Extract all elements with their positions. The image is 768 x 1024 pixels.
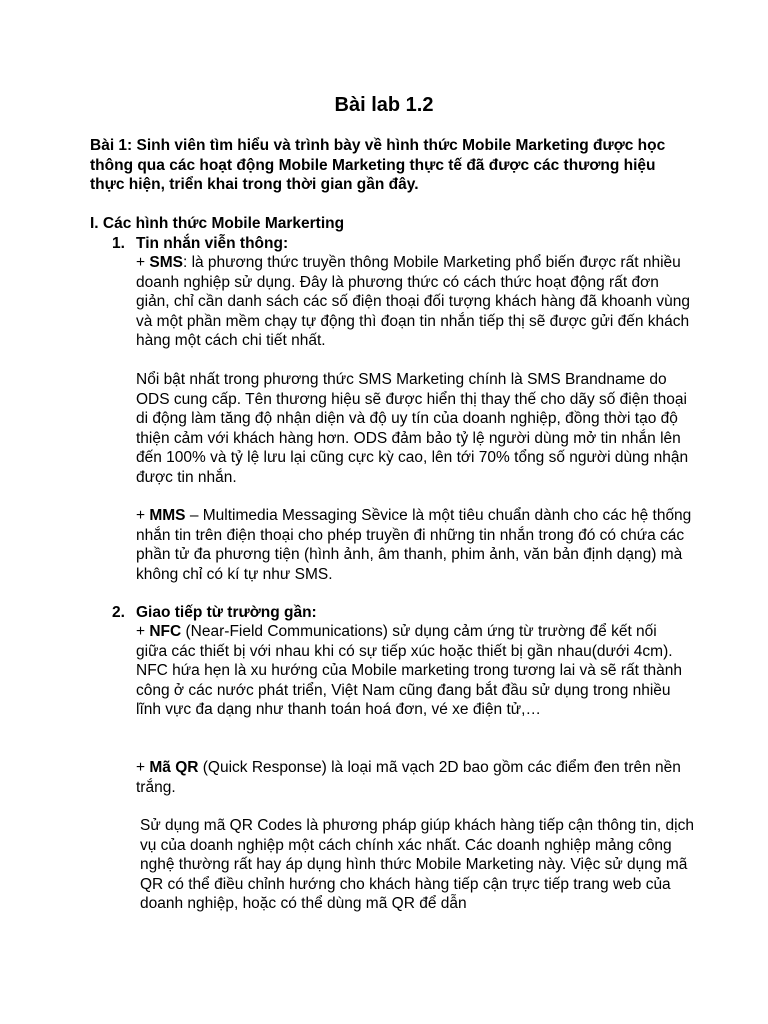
list-number-2: 2. — [112, 604, 125, 621]
paragraph-mms — [136, 506, 692, 584]
bullet-prefix: + — [136, 623, 150, 640]
nfc-description: (Near-Field Communications) sử dụng cảm ứng từ trường để kết nối giữa các thiết bị với nhau khi có sự tiếp xúc hoặc thiết bị gần nhau(dưới 4cm). NFC hứa hẹn là xu hướng của Mobile marketing trong tương lai và sẽ rất thành công ở các nước phát triển, Việt Nam cũng đang bắt đầu sử dụng trong nhiều lĩnh vực đa dạng như thanh toán hoá đơn, vé xe điện tử,… — [136, 623, 683, 718]
list-title-near-field: Giao tiếp từ trường gần: — [136, 604, 317, 621]
section-heading: I. Các hình thức Mobile Markerting — [90, 215, 345, 232]
sms-description: : là phương thức truyền thông Mobile Marketing phổ biến được rất nhiều doanh nghiệp sử dụng. Đây là phương thức có cách thức hoạt động rất đơn giản, chỉ cần danh sách các số điện thoại đối tượng khách hàng đã khoanh vùng và một phần mềm chạy tự động thì đoạn tin nhắn tiếp thị sẽ được gửi đến khách hàng một cách chi tiết nhất. — [136, 254, 690, 349]
term-sms: SMS — [149, 254, 183, 271]
document-title: Bài lab 1.2 — [334, 94, 434, 116]
mms-description: – Multimedia Messaging Sềvice là một tiêu chuẩn dành cho các hệ thống nhắn tin trên điện thoại cho phép truyền đi những tin nhắn trong đó có chứa các phần tử đa phương tiện (hình ảnh, âm thanh, phim ảnh, văn bản định dạng) mà không chỉ có kí tự như SMS. — [136, 507, 692, 583]
qr-description: (Quick Response) là loại mã vạch 2D bao gồm các điểm đen trên nền trắng. — [136, 759, 681, 796]
term-mms: MMS — [149, 507, 186, 524]
term-qr: Mã QR — [149, 759, 199, 776]
paragraph-qr — [136, 758, 692, 797]
paragraph-nfc — [136, 622, 692, 720]
paragraph-qr-usage: Sử dụng mã QR Codes là phương pháp giúp khách hàng tiếp cận thông tin, dịch vụ của doanh nghiệp một cách chính xác nhất. Các doanh nghiệp mảng công nghệ thường rất hay áp dụng hình thức Mobile Marketing này. Việc sử dụng mã QR có thể điều chỉnh hướng cho khách hàng tiếp cận trực tiếp trang web của doanh nghiệp, hoặc có thể dùng mã QR để dẫn — [140, 817, 694, 912]
bullet-prefix: + — [136, 507, 150, 524]
list-number-1: 1. — [112, 235, 125, 252]
term-nfc: NFC — [149, 623, 182, 640]
bullet-prefix: + — [136, 254, 150, 271]
exercise-prompt: Bài 1: Sinh viên tìm hiểu và trình bày về hình thức Mobile Marketing được học thông qua các hoạt động Mobile Marketing thực tế đã được các thương hiệu thực hiện, triển khai trong thời gian gần đây. — [90, 137, 666, 193]
list-title-telecom-messaging: Tin nhắn viễn thông: — [136, 235, 289, 252]
paragraph-sms-brandname: Nổi bật nhất trong phương thức SMS Marketing chính là SMS Brandname do ODS cung cấp. Tên thương hiệu sẽ được hiển thị thay thế cho dãy số điện thoại di động làm tăng độ nhận diện và độ uy tín của doanh nghiệp, đồng thời tạo độ thiện cảm với khách hàng hơn. ODS đảm bảo tỷ lệ người dùng mở tin nhắn lên đến 100% và tỷ lệ lưu lại cũng cực kỳ cao, lên tới 70% tổng số người dùng nhận được tin nhắn. — [136, 371, 689, 486]
paragraph-sms — [136, 253, 692, 351]
bullet-prefix: + — [136, 759, 150, 776]
